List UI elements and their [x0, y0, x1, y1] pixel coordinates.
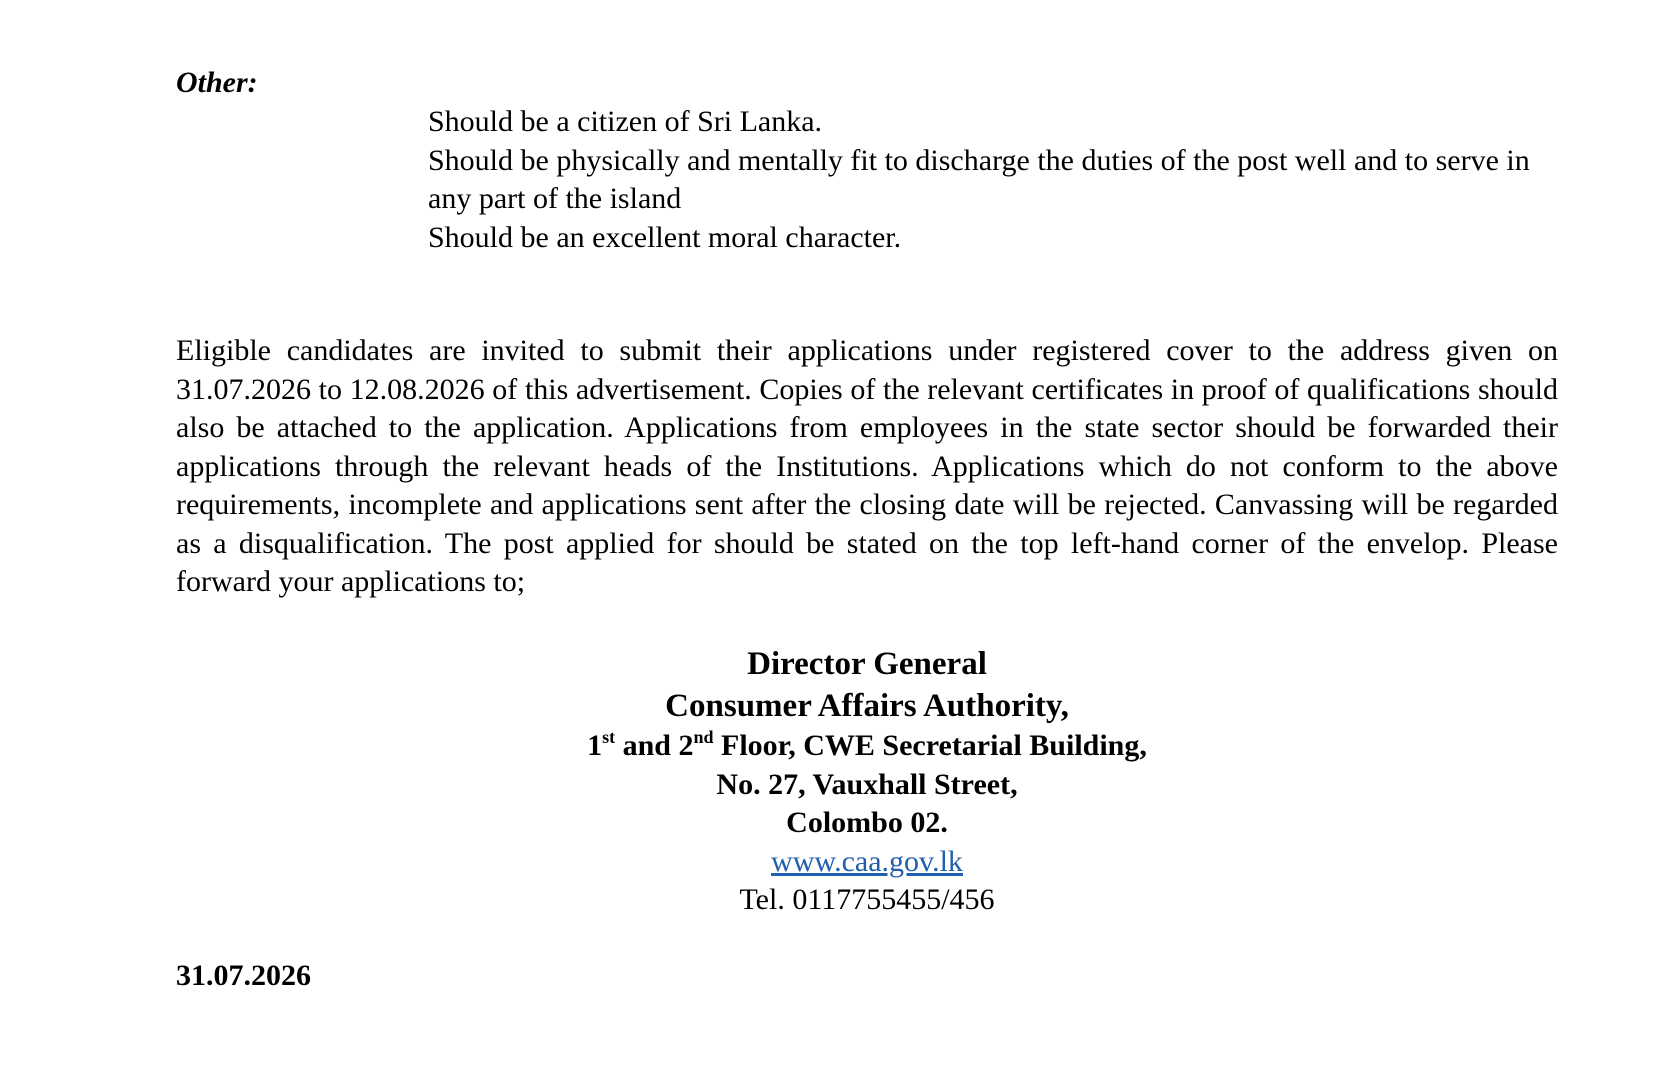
requirement-item: Should be a citizen of Sri Lanka. [428, 105, 823, 138]
floor-first: 1 [587, 729, 603, 762]
address-title: Director General [747, 646, 987, 682]
document-date: 31.07.2026 [176, 959, 311, 992]
address-organization: Consumer Affairs Authority, [665, 688, 1069, 724]
requirement-item: Should be an excellent moral character. [428, 220, 902, 254]
requirements-list [428, 103, 1558, 257]
floor-rest: Floor, CWE Secretarial Building, [713, 729, 1147, 762]
website-link[interactable]: www.caa.gov.lk [771, 844, 963, 878]
other-heading: Other: [176, 66, 258, 99]
address-floor [327, 727, 1407, 766]
address-block [327, 643, 1407, 920]
address-street: No. 27, Vauxhall Street, [716, 767, 1018, 801]
address-city: Colombo 02. [786, 806, 948, 839]
floor-first-sup: st [602, 727, 616, 747]
requirement-item: Should be physically and mentally fit to discharge the duties of the post well and to serve in any part of the island [428, 143, 1530, 215]
floor-and: and 2 [615, 729, 694, 762]
floor-second-sup: nd [693, 727, 714, 747]
phone-number: Tel. 0117755455/456 [739, 883, 995, 916]
application-instructions: Eligible candidates are invited to submit their applications under registered cover to the address given on 31.07.2026 to 12.08.2026 of this advertisement. Copies of the relevant certificates in proof of qualifications should also be attached to the application. Applications from employees in the state sector should be forwarded their applications through the relevant heads of the Institutions. Applications which do not conform to the above requirements, incomplete and applications sent after the closing date will be rejected. Canvassing will be regarded as a disqualification. The post applied for should be stated on the top left-hand corner of the envelop. Please forward your applications to; [176, 334, 1558, 598]
